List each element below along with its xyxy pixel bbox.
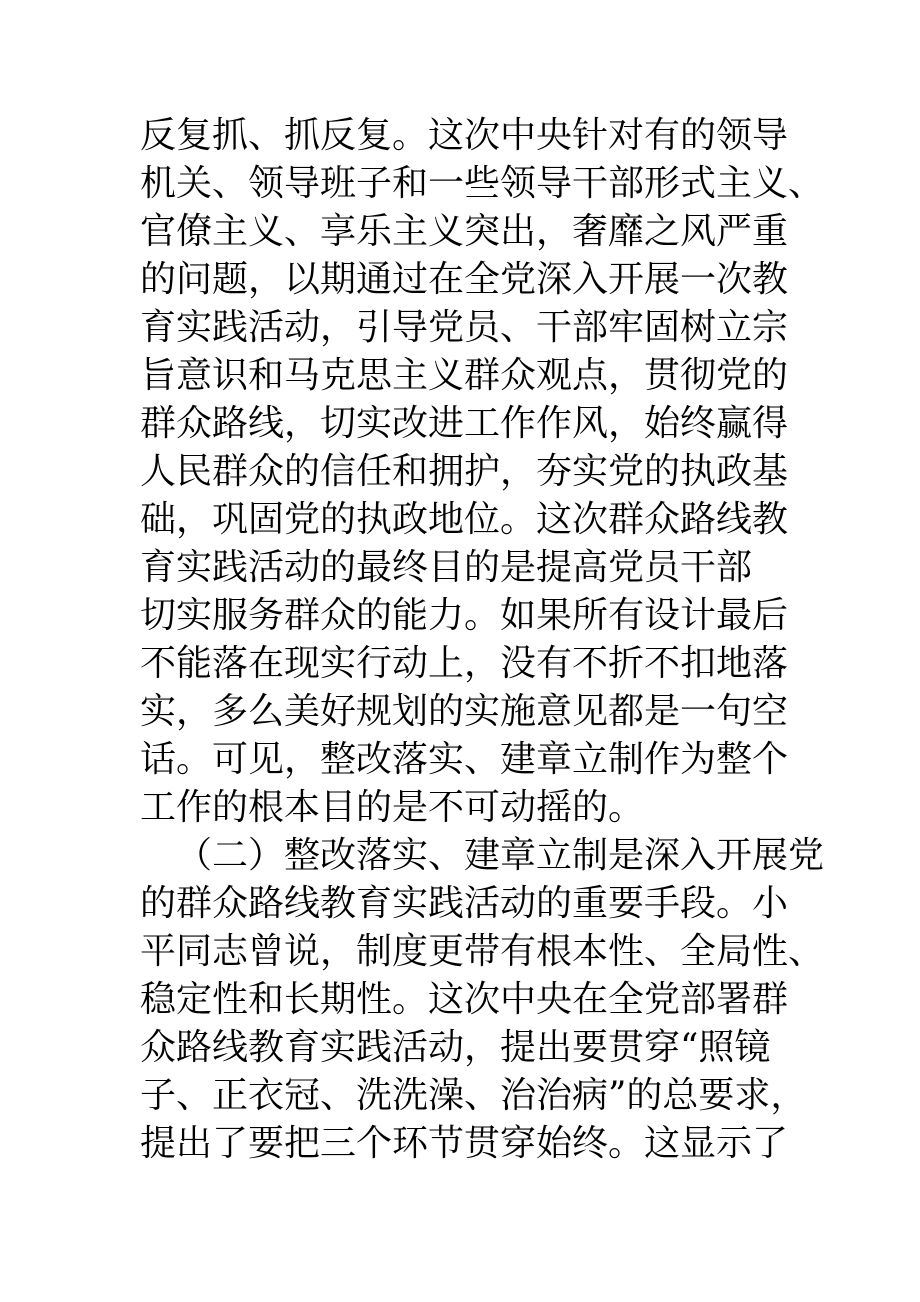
text-line: 的问题，以期通过在全党深入开展一次教 <box>140 259 789 300</box>
text-line: 工作的根本目的是不可动摇的。 <box>140 787 645 828</box>
text-line: 的群众路线教育实践活动的重要手段。小 <box>140 883 789 924</box>
text-line: 切实服务群众的能力。如果所有设计最后 <box>140 595 789 636</box>
text-line: 提出了要把三个环节贯穿始终。这显示了 <box>140 1123 789 1164</box>
text-line: 旨意识和马克思主义群众观点，贯彻党的 <box>140 355 789 396</box>
text-line: 官僚主义、享乐主义突出，奢靡之风严重 <box>140 211 789 252</box>
text-line: 育实践活动的最终目的是提高党员干部 <box>140 547 753 588</box>
text-line: 反复抓、抓反复。这次中央针对有的领导 <box>140 115 789 156</box>
body-text <box>140 112 825 1168</box>
text-line: 子、正衣冠、洗洗澡、治治病”的总要求， <box>140 1075 807 1116</box>
text-line: 群众路线，切实改进工作作风，始终赢得 <box>140 403 789 444</box>
text-line: 众路线教育实践活动，提出要贯穿“照镜 <box>140 1027 771 1068</box>
text-line: 平同志曾说，制度更带有根本性、全局性、 <box>140 931 825 972</box>
text-line: 育实践活动，引导党员、干部牢固树立宗 <box>140 307 789 348</box>
text-line: 机关、领导班子和一些领导干部形式主义、 <box>140 163 825 204</box>
section-heading-line: （二）整改落实、建章立制是深入开展党 <box>176 835 825 876</box>
text-line: 稳定性和长期性。这次中央在全党部署群 <box>140 979 789 1020</box>
text-line: 不能落在现实行动上，没有不折不扣地落 <box>140 643 789 684</box>
text-line: 础，巩固党的执政地位。这次群众路线教 <box>140 499 789 540</box>
text-line: 实，多么美好规划的实施意见都是一句空 <box>140 691 789 732</box>
text-line: 人民群众的信任和拥护，夯实党的执政基 <box>140 451 789 492</box>
text-line: 话。可见，整改落实、建章立制作为整个 <box>140 739 789 780</box>
